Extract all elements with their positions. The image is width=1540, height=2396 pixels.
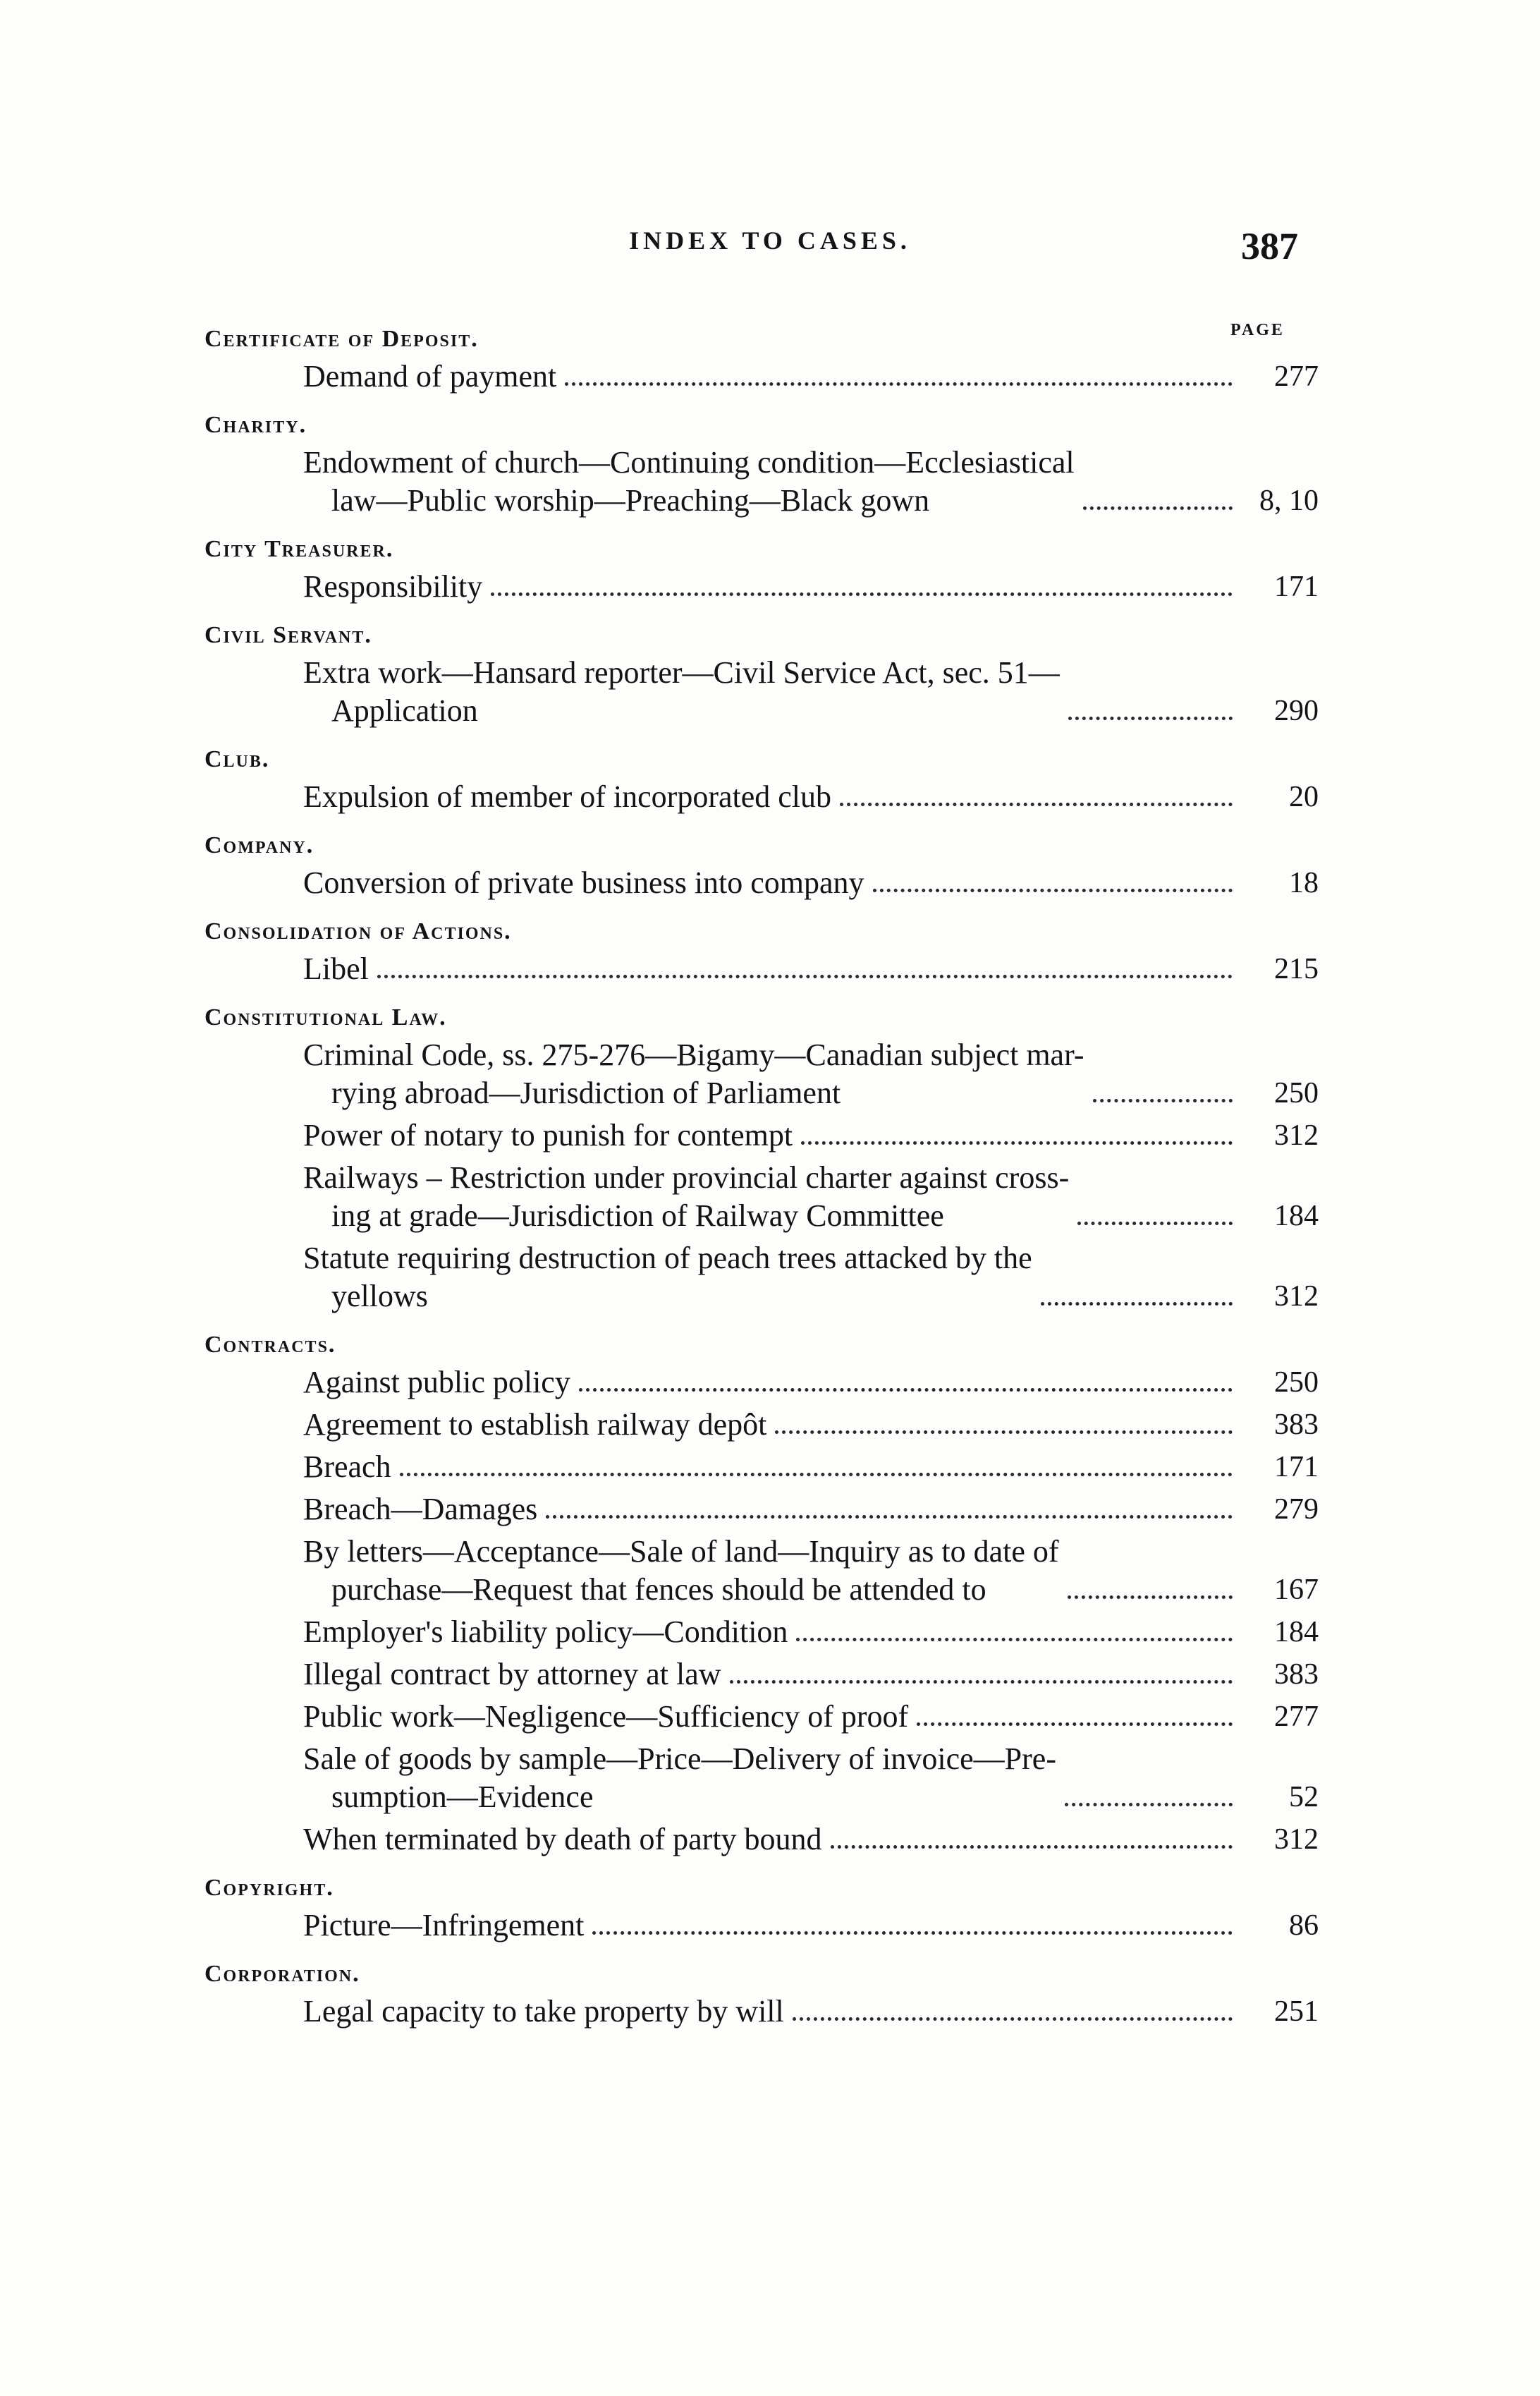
- index-entry: [204, 1533, 1319, 1609]
- entry-line: Railways – Restriction under provincial charter against cross-: [303, 1160, 1070, 1195]
- entry-continuation-line: yellows: [331, 1279, 428, 1313]
- entry-page-number: 290: [1274, 695, 1319, 727]
- entry-page-number: 251: [1274, 1995, 1319, 2028]
- index-section: [204, 827, 1319, 913]
- entry-continuation-line: purchase—Request that fences should be attended to: [331, 1572, 986, 1607]
- index-section: [204, 741, 1319, 827]
- entry-page-number: 383: [1274, 1658, 1319, 1691]
- entry-text: [303, 1448, 391, 1486]
- entry-line: Responsibility: [303, 569, 483, 604]
- index-entry: [204, 1490, 1319, 1528]
- entry-line: Endowment of church—Continuing condition—Ecclesiastical: [303, 445, 1075, 480]
- entry-text: [303, 1533, 1059, 1609]
- section-heading: Certificate of Deposit.: [204, 326, 479, 352]
- entry-line: Illegal contract by attorney at law: [303, 1657, 721, 1691]
- entry-continuation-line: ing at grade—Jurisdiction of Railway Committee: [331, 1198, 944, 1233]
- entry-page-number: 277: [1274, 360, 1319, 393]
- index-entry: [204, 358, 1319, 396]
- index-entry: [204, 1698, 1319, 1736]
- entry-text: [303, 1820, 822, 1859]
- entry-page-number: 167: [1274, 1574, 1319, 1606]
- entry-text: [303, 950, 369, 988]
- section-spacer: [204, 1320, 1319, 1327]
- section-spacer: [204, 906, 1319, 913]
- entry-page-number: 8, 10: [1259, 485, 1319, 517]
- entry-line: Statute requiring destruction of peach trees attacked by the: [303, 1241, 1032, 1275]
- dot-leader: [1077, 1222, 1233, 1225]
- index-entry: [204, 1655, 1319, 1693]
- entry-text: [303, 1159, 1069, 1235]
- entry-line: Demand of payment: [303, 359, 557, 394]
- running-header-title: INDEX TO CASES.: [629, 226, 911, 255]
- section-heading: Charity.: [204, 412, 307, 438]
- entry-text: [303, 358, 556, 396]
- entry-page-number: 312: [1274, 1119, 1319, 1152]
- entry-page-number: 277: [1274, 1701, 1319, 1733]
- section-spacer: [204, 524, 1319, 531]
- section-spacer: [204, 1863, 1319, 1870]
- dot-leader: [793, 2017, 1233, 2021]
- entry-page-number: 52: [1289, 1781, 1319, 1813]
- index-entry: [204, 568, 1319, 606]
- dot-leader: [1068, 717, 1233, 720]
- entry-page-number: 312: [1274, 1280, 1319, 1313]
- dot-leader: [796, 1638, 1233, 1641]
- entry-line: Criminal Code, ss. 275-276—Bigamy—Canadian subject mar-: [303, 1038, 1084, 1072]
- dot-leader: [831, 1845, 1233, 1849]
- entry-line: Sale of goods by sample—Price—Delivery of invoice—Pre-: [303, 1741, 1056, 1776]
- entry-continuation-line: law—Public worship—Preaching—Black gown: [331, 483, 930, 518]
- entry-line: Breach: [303, 1449, 391, 1484]
- index-entry: [204, 1448, 1319, 1486]
- entry-text: [303, 1907, 584, 1945]
- section-spacer: [204, 2035, 1319, 2042]
- dot-leader: [1093, 1099, 1233, 1102]
- index-section: [204, 1327, 1319, 1870]
- dot-leader: [491, 592, 1233, 596]
- entry-text: [303, 1406, 766, 1444]
- dot-leader: [1041, 1302, 1233, 1306]
- index-entry: [204, 1117, 1319, 1155]
- index-entry: [204, 1820, 1319, 1859]
- entry-line: Legal capacity to take property by will: [303, 1994, 784, 2029]
- entry-page-number: 184: [1274, 1200, 1319, 1232]
- entry-line: Extra work—Hansard reporter—Civil Service Act, sec. 51—: [303, 655, 1060, 690]
- dot-leader: [917, 1722, 1233, 1726]
- entry-page-number: 250: [1274, 1366, 1319, 1399]
- section-spacer: [204, 992, 1319, 999]
- index-section: [204, 999, 1319, 1327]
- index-entry: [204, 1159, 1319, 1235]
- index-entry: [204, 1907, 1319, 1945]
- entry-line: Agreement to establish railway depôt: [303, 1407, 767, 1442]
- index-entry: [204, 444, 1319, 520]
- entry-text: [303, 1117, 793, 1155]
- entry-page-number: 171: [1274, 571, 1319, 603]
- section-spacer: [204, 610, 1319, 617]
- index-entry: [204, 654, 1319, 730]
- section-spacer: [204, 734, 1319, 741]
- section-heading: Civil Servant.: [204, 622, 372, 648]
- section-heading: Contracts.: [204, 1332, 336, 1358]
- entry-continuation-line: sumption—Evidence: [331, 1780, 594, 1814]
- entry-continuation-line: Application: [331, 693, 478, 728]
- entry-page-number: 215: [1274, 953, 1319, 985]
- index-entry: [204, 1239, 1319, 1315]
- dot-leader: [775, 1430, 1233, 1434]
- entry-page-number: 184: [1274, 1616, 1319, 1648]
- entry-text: [303, 1698, 908, 1736]
- entry-text: [303, 1239, 1032, 1315]
- entry-line: When terminated by death of party bound: [303, 1822, 822, 1856]
- entry-continuation-line: rying abroad—Jurisdiction of Parliament: [331, 1076, 841, 1110]
- entry-page-number: 18: [1289, 867, 1319, 899]
- section-spacer: [204, 400, 1319, 407]
- index-entry: [204, 1406, 1319, 1444]
- index-entry: [204, 778, 1319, 816]
- entry-text: [303, 1036, 1084, 1112]
- entry-page-number: 171: [1274, 1451, 1319, 1483]
- entry-line: Employer's liability policy—Condition: [303, 1614, 788, 1649]
- entry-line: Power of notary to punish for contempt: [303, 1118, 793, 1153]
- index-entry: [204, 950, 1319, 988]
- dot-leader: [579, 1388, 1233, 1392]
- dot-leader: [801, 1141, 1233, 1145]
- index-section: [204, 1870, 1319, 1956]
- entry-line: Breach—Damages: [303, 1492, 538, 1526]
- dot-leader: [565, 382, 1233, 386]
- dot-leader: [873, 889, 1233, 892]
- index-entry: [204, 1036, 1319, 1112]
- index-entry: [204, 1740, 1319, 1816]
- entry-line: Against public policy: [303, 1365, 570, 1399]
- dot-leader: [400, 1473, 1233, 1476]
- index-section: [204, 617, 1319, 741]
- dot-leader: [1065, 1803, 1233, 1806]
- dot-leader: [840, 803, 1233, 806]
- entry-line: Picture—Infringement: [303, 1908, 585, 1942]
- section-heading: Consolidation of Actions.: [204, 918, 512, 944]
- index-section: [204, 913, 1319, 999]
- index-entry: [204, 1363, 1319, 1401]
- entry-text: [303, 1490, 537, 1528]
- entry-text: [303, 1993, 784, 2031]
- dot-leader: [377, 975, 1233, 978]
- entry-page-number: 279: [1274, 1493, 1319, 1526]
- section-heading: Corporation.: [204, 1961, 360, 1987]
- entry-text: [303, 778, 831, 816]
- section-heading: Constitutional Law.: [204, 1004, 447, 1030]
- section-spacer: [204, 1949, 1319, 1956]
- entry-text: [303, 1655, 721, 1693]
- section-heading: Copyright.: [204, 1875, 334, 1901]
- dot-leader: [592, 1931, 1233, 1935]
- section-heading: Company.: [204, 832, 314, 858]
- index-section: [204, 407, 1319, 531]
- page-column-label: PAGE: [1230, 321, 1285, 339]
- entry-text: [303, 654, 1060, 730]
- section-heading: City Treasurer.: [204, 536, 394, 562]
- section-heading: Club.: [204, 746, 270, 772]
- index-body: [204, 321, 1319, 2042]
- index-entry: [204, 1993, 1319, 2031]
- entry-text: [303, 1363, 570, 1401]
- dot-leader: [546, 1515, 1233, 1519]
- entry-text: [303, 1613, 788, 1651]
- entry-line: Public work—Negligence—Sufficiency of proof: [303, 1699, 909, 1734]
- entry-page-number: 383: [1274, 1409, 1319, 1441]
- section-spacer: [204, 820, 1319, 827]
- entry-line: Expulsion of member of incorporated club: [303, 779, 832, 814]
- dot-leader: [1083, 506, 1233, 510]
- entry-text: [303, 444, 1075, 520]
- index-section: [204, 531, 1319, 617]
- entry-text: [303, 864, 864, 902]
- entry-line: By letters—Acceptance—Sale of land—Inquiry as to date of: [303, 1534, 1059, 1569]
- entry-page-number: 312: [1274, 1823, 1319, 1856]
- entry-page-number: 250: [1274, 1077, 1319, 1109]
- entry-line: Libel: [303, 951, 369, 986]
- entry-page-number: 86: [1289, 1909, 1319, 1942]
- dot-leader: [730, 1680, 1233, 1684]
- entry-text: [303, 568, 482, 606]
- entry-text: [303, 1740, 1056, 1816]
- index-entry: [204, 1613, 1319, 1651]
- page-number: 387: [1241, 225, 1298, 267]
- entry-page-number: 20: [1289, 781, 1319, 813]
- index-section: [204, 1956, 1319, 2042]
- dot-leader: [1068, 1595, 1233, 1599]
- index-section: [204, 321, 1319, 407]
- index-entry: [204, 864, 1319, 902]
- entry-line: Conversion of private business into company: [303, 865, 864, 900]
